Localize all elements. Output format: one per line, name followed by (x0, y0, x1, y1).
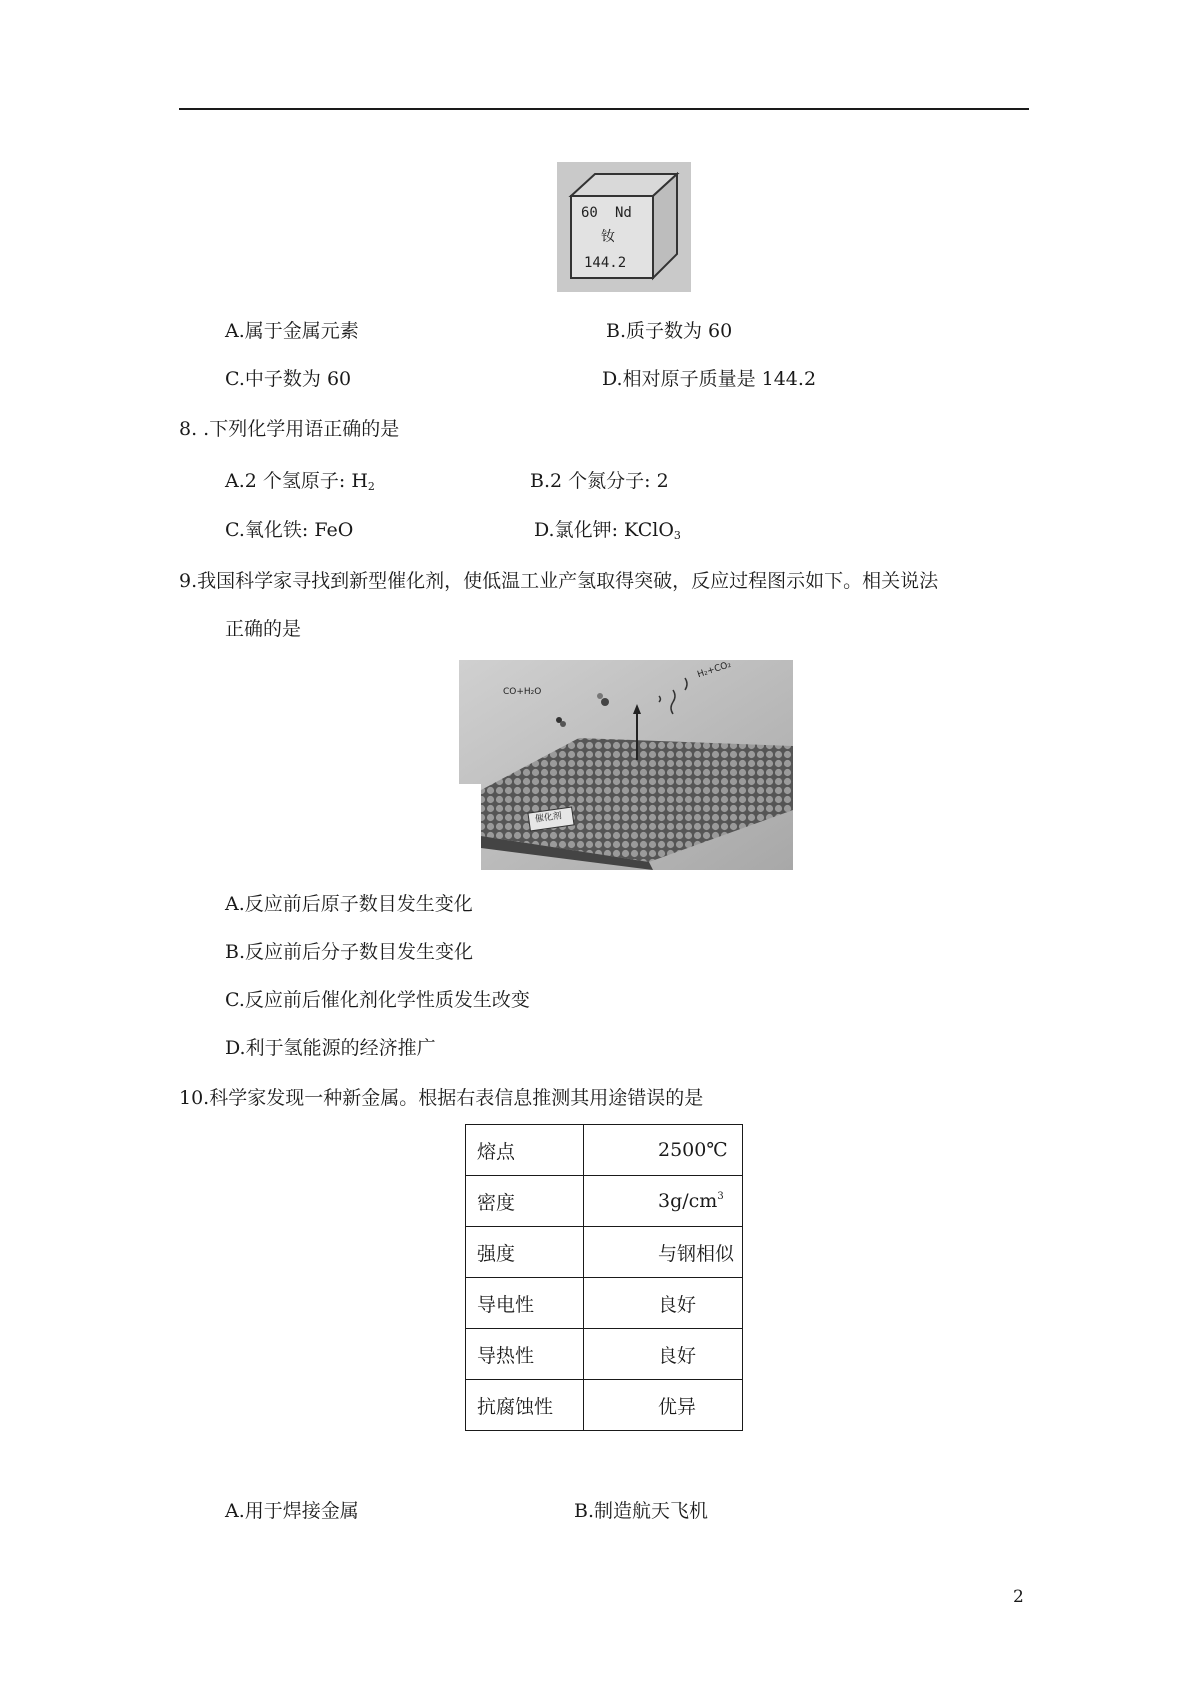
table-row (466, 1329, 743, 1380)
q9-option-a: A.反应前后原子数目发生变化 (225, 893, 473, 915)
value-cell: 良好 (584, 1329, 743, 1380)
catalyst-label: 催化剂 (534, 811, 563, 825)
property-cell: 强度 (466, 1227, 584, 1278)
page-number: 2 (1013, 1587, 1024, 1607)
q8-option-c: C.氧化铁: FeO (225, 519, 354, 541)
table-row (466, 1380, 743, 1431)
table-row (466, 1125, 743, 1176)
element-tile-figure (557, 162, 691, 292)
element-atomic-number: 60 (581, 205, 598, 221)
q8-option-a: A.2 个氢原子: $H_2$ (225, 470, 375, 493)
q8-option-b: B.2 个氮分子: 2 (530, 470, 669, 492)
reactants-label: CO+H₂O (503, 687, 542, 697)
element-atomic-mass: 144.2 (584, 255, 627, 271)
header-rule (179, 108, 1029, 110)
q10-stem: 10.科学家发现一种新金属。根据右表信息推测其用途错误的是 (179, 1087, 704, 1109)
property-cell: 导电性 (466, 1278, 584, 1329)
property-cell: 抗腐蚀性 (466, 1380, 584, 1431)
value-cell: 与钢相似 (584, 1227, 743, 1278)
value-cell: $3g/cm^3$ (584, 1176, 743, 1227)
property-cell: 熔点 (466, 1125, 584, 1176)
q7-option-c: C.中子数为 60 (225, 368, 352, 390)
q9-option-b: B.反应前后分子数目发生变化 (225, 941, 474, 963)
q7-option-d: D.相对原子质量是 144.2 (602, 368, 817, 390)
q8-option-d: D.氯化钾: KClO$_3$ (534, 519, 681, 542)
q9-stem-line1: 9.我国科学家寻找到新型催化剂，使低温工业产氢取得突破，反应过程图示如下。相关说法 (179, 570, 939, 592)
element-symbol: Nd (615, 205, 632, 221)
products-label: H₂+CO₂ (696, 660, 733, 681)
property-cell: 导热性 (466, 1329, 584, 1380)
table-row (466, 1278, 743, 1329)
value-cell: 良好 (584, 1278, 743, 1329)
value-cell: 优异 (584, 1380, 743, 1431)
q9-option-c: C.反应前后催化剂化学性质发生改变 (225, 989, 530, 1011)
reaction-process-figure (459, 660, 793, 870)
table-row (466, 1227, 743, 1278)
table-row (466, 1176, 743, 1227)
q8-stem: 8. .下列化学用语正确的是 (179, 418, 400, 440)
q10-option-a: A.用于焊接金属 (225, 1500, 359, 1522)
value-cell: 2500℃ (584, 1125, 743, 1176)
element-name: 钕 (601, 229, 615, 245)
q7-option-b: B.质子数为 60 (606, 320, 733, 342)
metal-properties-table (465, 1124, 743, 1431)
q10-option-b: B.制造航天飞机 (574, 1500, 709, 1522)
q9-stem-line2: 正确的是 (225, 618, 302, 640)
q9-option-d: D.利于氢能源的经济推广 (225, 1037, 436, 1059)
q7-option-a: A.属于金属元素 (225, 320, 359, 342)
property-cell: 密度 (466, 1176, 584, 1227)
